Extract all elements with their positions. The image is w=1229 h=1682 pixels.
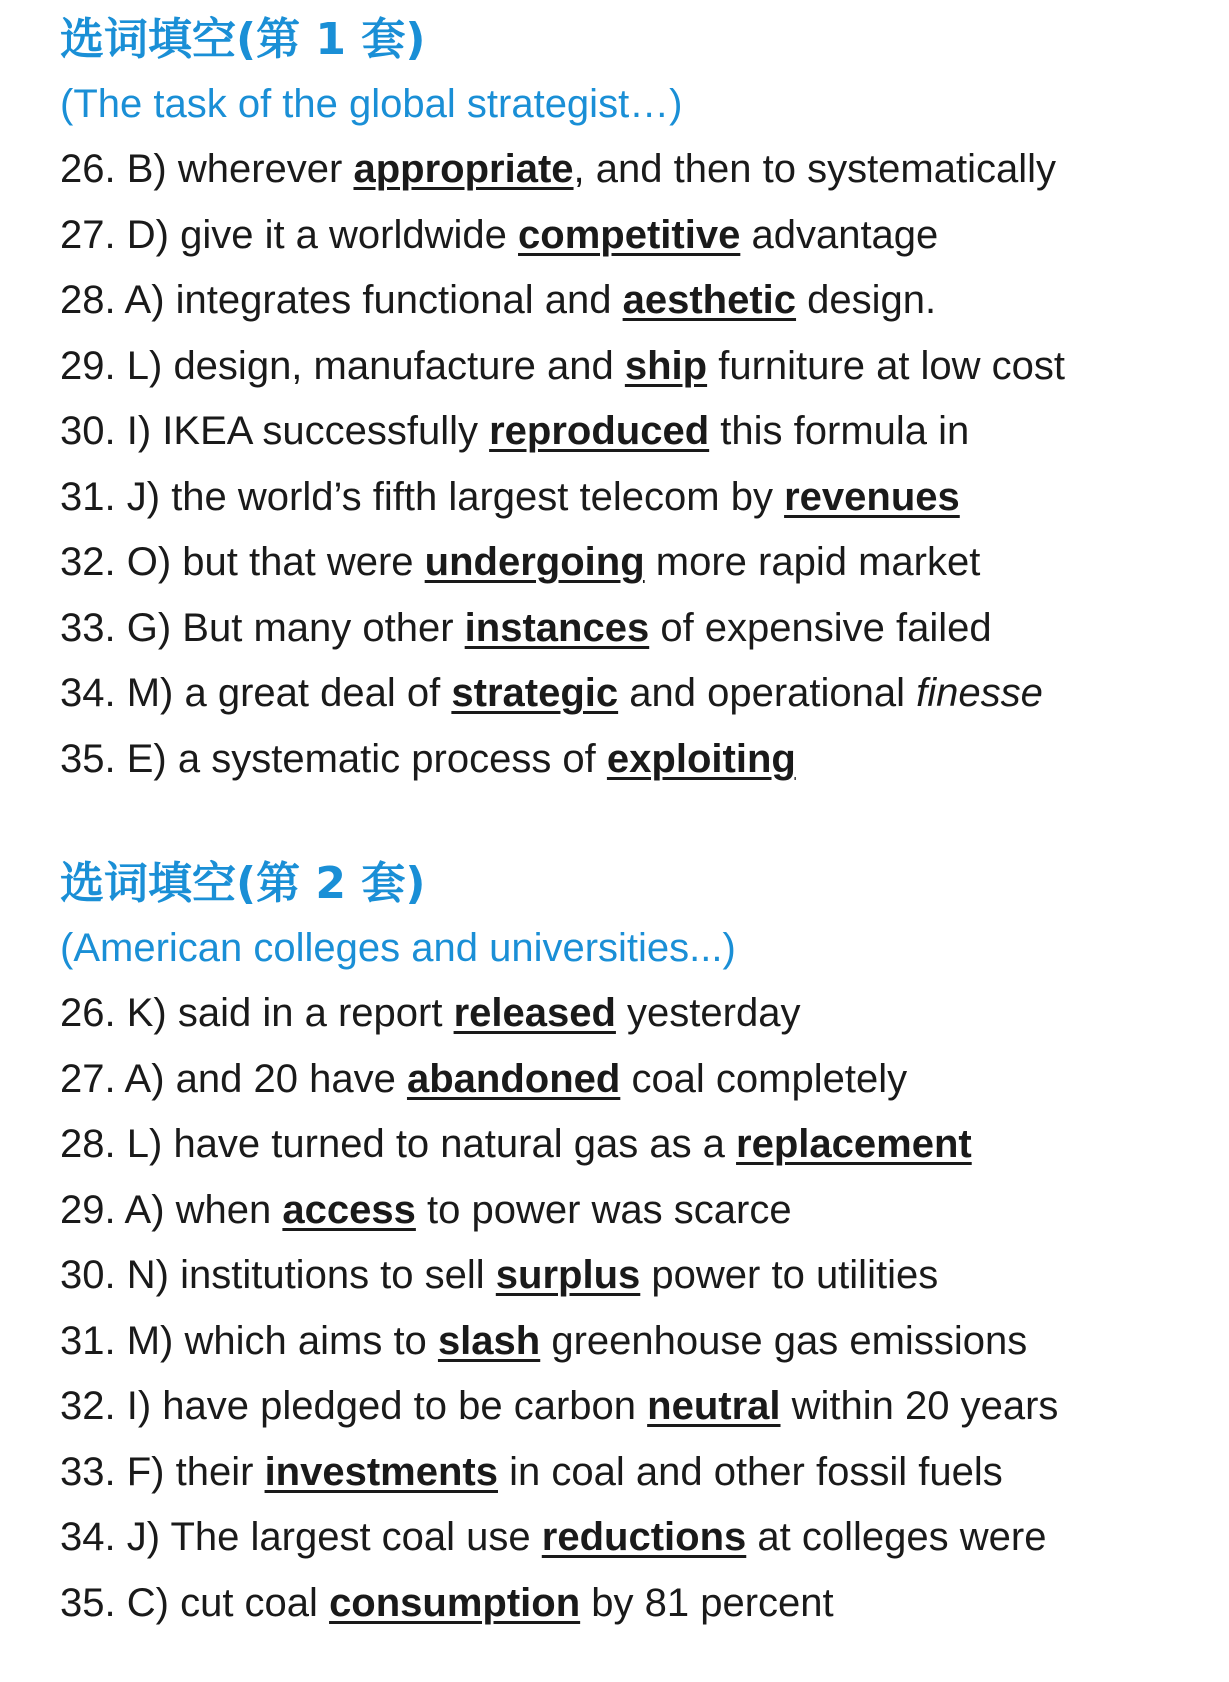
context-before: the world’s fifth largest telecom by <box>171 474 773 519</box>
answer-keyword: investments <box>264 1449 498 1494</box>
answer-keyword: revenues <box>784 474 960 519</box>
context-before: design, manufacture and <box>173 343 614 388</box>
question-number: 34. <box>60 671 116 715</box>
answer-letter: M) <box>126 671 174 715</box>
context-before: The largest coal use <box>170 1515 531 1559</box>
question-number: 30. <box>60 1253 116 1297</box>
question-number: 32. <box>60 540 116 584</box>
context-before: but that were <box>182 540 414 584</box>
answer-sheet <box>60 8 1210 1636</box>
context-before: cut coal <box>180 1580 318 1625</box>
answer-keyword: consumption <box>329 1580 581 1625</box>
answer-line <box>60 596 1210 662</box>
section-title: 选词填空(第 1 套) <box>60 14 426 65</box>
question-number: 35. <box>60 1580 116 1625</box>
answer-keyword: reductions <box>541 1515 747 1559</box>
answer-letter: A) <box>124 1056 165 1101</box>
context-after: of expensive failed <box>660 605 992 650</box>
context-before: when <box>175 1187 272 1232</box>
question-number: 32. <box>60 1384 116 1428</box>
context-before: IKEA successfully <box>162 409 478 453</box>
question-number: 26. <box>60 991 116 1035</box>
context-after: at colleges were <box>757 1515 1047 1559</box>
question-number: 29. <box>60 343 116 388</box>
question-number: 35. <box>60 736 116 781</box>
answer-keyword: replacement <box>736 1122 972 1166</box>
answer-keyword: abandoned <box>406 1056 621 1101</box>
question-number: 28. <box>60 278 116 322</box>
section-subtitle: (The task of the global strategist…) <box>60 82 683 126</box>
answer-line <box>60 1309 1210 1375</box>
context-italic: finesse <box>916 671 1043 715</box>
answer-keyword: strategic <box>451 671 619 715</box>
context-before: But many other <box>182 605 454 650</box>
answer-line <box>60 1112 1210 1178</box>
answer-keyword: ship <box>624 343 708 388</box>
answer-letter: L) <box>126 1122 163 1166</box>
context-after: design. <box>807 278 937 322</box>
answer-line <box>60 465 1210 531</box>
context-before: a great deal of <box>184 671 441 715</box>
answer-line <box>60 1571 1210 1637</box>
context-after: more rapid market <box>655 540 981 584</box>
answer-letter: A) <box>124 278 165 322</box>
context-before: and 20 have <box>175 1056 396 1101</box>
answer-letter: F) <box>126 1449 165 1494</box>
section-subtitle: (American colleges and universities...) <box>60 926 736 970</box>
question-number: 31. <box>60 474 116 519</box>
answer-line <box>60 661 1210 727</box>
answer-letter: M) <box>126 1318 174 1363</box>
answer-letter: O) <box>126 540 172 584</box>
context-before: have pledged to be carbon <box>162 1384 637 1428</box>
context-before: a systematic process of <box>177 736 596 781</box>
context-after: power to utilities <box>651 1253 939 1297</box>
answer-keyword: undergoing <box>424 540 645 584</box>
answer-line <box>60 1440 1210 1506</box>
answer-line <box>60 1374 1210 1440</box>
context-after: to power was scarce <box>427 1187 792 1232</box>
answer-line <box>60 399 1210 465</box>
question-number: 27. <box>60 1056 116 1101</box>
context-after: coal completely <box>631 1056 908 1101</box>
answer-line <box>60 530 1210 596</box>
context-before: institutions to sell <box>180 1253 485 1297</box>
answer-line <box>60 334 1210 400</box>
context-after: this formula in <box>720 409 970 453</box>
answer-line <box>60 137 1210 203</box>
answer-line <box>60 1047 1210 1113</box>
question-number: 30. <box>60 409 116 453</box>
context-before: give it a worldwide <box>180 212 507 257</box>
answer-keyword: neutral <box>647 1384 781 1428</box>
answer-letter: K) <box>126 991 167 1035</box>
answer-keyword: aesthetic <box>622 278 797 322</box>
answer-keyword: exploiting <box>606 736 796 781</box>
question-number: 33. <box>60 605 116 650</box>
answer-keyword: access <box>282 1187 416 1232</box>
answer-line <box>60 1178 1210 1244</box>
context-after: yesterday <box>627 991 801 1035</box>
section-spacer <box>60 792 1210 852</box>
answer-keyword: instances <box>464 605 650 650</box>
context-after: advantage <box>751 212 939 257</box>
answer-letter: L) <box>126 343 163 388</box>
question-number: 33. <box>60 1449 116 1494</box>
answer-letter: I) <box>126 409 152 453</box>
answer-line <box>60 203 1210 269</box>
section-2 <box>60 852 1210 1636</box>
question-number: 26. <box>60 147 116 191</box>
answer-letter: G) <box>126 605 172 650</box>
context-after: greenhouse gas emissions <box>551 1318 1028 1363</box>
context-after: and operational <box>629 671 906 715</box>
answer-letter: A) <box>124 1187 165 1232</box>
answer-letter: E) <box>126 736 167 781</box>
context-after: furniture at low cost <box>718 343 1066 388</box>
context-after: within 20 years <box>791 1384 1059 1428</box>
question-number: 31. <box>60 1318 116 1363</box>
question-number: 34. <box>60 1515 116 1559</box>
answer-letter: B) <box>126 147 167 191</box>
question-number: 28. <box>60 1122 116 1166</box>
answer-letter: J) <box>126 1515 161 1559</box>
section-title: 选词填空(第 2 套) <box>60 858 426 909</box>
answer-keyword: reproduced <box>489 409 710 453</box>
answer-line <box>60 727 1210 793</box>
context-before: said in a report <box>177 991 443 1035</box>
context-before: wherever <box>177 147 343 191</box>
answer-letter: I) <box>126 1384 152 1428</box>
answer-keyword: surplus <box>495 1253 641 1297</box>
answer-letter: J) <box>126 474 161 519</box>
question-number: 29. <box>60 1187 116 1232</box>
answer-letter: C) <box>126 1580 169 1625</box>
answer-letter: D) <box>126 212 169 257</box>
context-after: by 81 percent <box>591 1580 834 1625</box>
context-after: , and then to systematically <box>573 147 1057 191</box>
answer-keyword: appropriate <box>353 147 574 191</box>
answer-keyword: slash <box>437 1318 541 1363</box>
context-before: integrates functional and <box>175 278 612 322</box>
answer-line <box>60 1243 1210 1309</box>
context-after: in coal and other fossil fuels <box>509 1449 1003 1494</box>
answer-line <box>60 268 1210 334</box>
answer-letter: N) <box>126 1253 169 1297</box>
answer-line <box>60 981 1210 1047</box>
section-1 <box>60 8 1210 792</box>
context-before: their <box>175 1449 254 1494</box>
answer-line <box>60 1505 1210 1571</box>
answer-keyword: released <box>453 991 616 1035</box>
question-number: 27. <box>60 212 116 257</box>
answer-keyword: competitive <box>518 212 741 257</box>
context-before: have turned to natural gas as a <box>173 1122 725 1166</box>
context-before: which aims to <box>184 1318 427 1363</box>
